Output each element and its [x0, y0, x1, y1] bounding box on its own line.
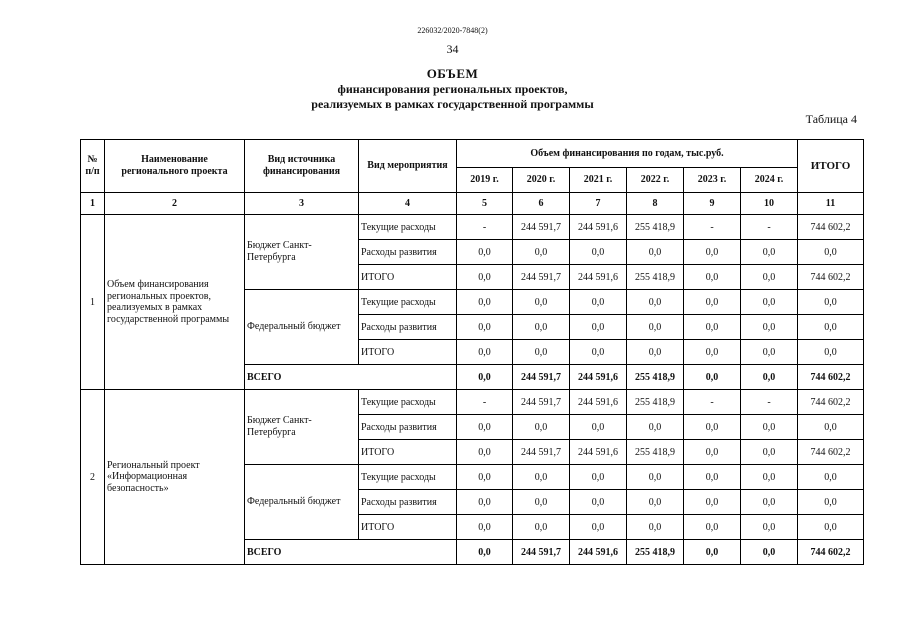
- row-total: 744 602,2: [798, 215, 864, 240]
- row-total: 0,0: [798, 465, 864, 490]
- project-number: 2: [81, 390, 105, 565]
- year-value: 0,0: [570, 415, 627, 440]
- year-value: 0,0: [570, 240, 627, 265]
- activity-type: Расходы развития: [359, 490, 457, 515]
- row-total: 744 602,2: [798, 440, 864, 465]
- year-value: 244 591,6: [570, 440, 627, 465]
- year-value: 0,0: [457, 440, 513, 465]
- year-value: 0,0: [457, 415, 513, 440]
- year-value: 0,0: [513, 290, 570, 315]
- header-year: 2020 г.: [513, 168, 570, 193]
- year-value: 0,0: [513, 340, 570, 365]
- year-value: 0,0: [741, 465, 798, 490]
- year-value: 0,0: [627, 290, 684, 315]
- year-value: 244 591,7: [513, 440, 570, 465]
- document-subtitle-line-2: реализуемых в рамках государственной программы: [311, 97, 594, 111]
- total-year-value: 255 418,9: [627, 365, 684, 390]
- column-number: 1: [81, 193, 105, 215]
- year-value: 0,0: [457, 465, 513, 490]
- grand-total: 744 602,2: [798, 365, 864, 390]
- column-number: 6: [513, 193, 570, 215]
- header-project-name: Наименование регионального проекта: [105, 140, 245, 193]
- project-name: Объем финансирования региональных проектов, реализуемых в рамках государственной программы: [105, 215, 245, 390]
- total-year-value: 244 591,6: [570, 365, 627, 390]
- year-value: 0,0: [457, 315, 513, 340]
- year-value: 0,0: [684, 315, 741, 340]
- total-year-value: 244 591,7: [513, 540, 570, 565]
- year-value: 0,0: [457, 490, 513, 515]
- column-number: 8: [627, 193, 684, 215]
- row-total: 744 602,2: [798, 390, 864, 415]
- header-year: 2021 г.: [570, 168, 627, 193]
- table-caption: Таблица 4: [805, 112, 857, 126]
- year-value: 0,0: [741, 515, 798, 540]
- year-value: 0,0: [741, 290, 798, 315]
- row-total: 0,0: [798, 515, 864, 540]
- total-year-value: 255 418,9: [627, 540, 684, 565]
- total-year-value: 0,0: [457, 365, 513, 390]
- year-value: 0,0: [684, 340, 741, 365]
- activity-type: Расходы развития: [359, 315, 457, 340]
- row-total: 0,0: [798, 290, 864, 315]
- total-year-value: 0,0: [684, 365, 741, 390]
- activity-type: Расходы развития: [359, 415, 457, 440]
- grand-total: 744 602,2: [798, 540, 864, 565]
- year-value: 0,0: [684, 440, 741, 465]
- year-value: 0,0: [684, 265, 741, 290]
- funding-source: Федеральный бюджет: [245, 290, 359, 365]
- header-year: 2023 г.: [684, 168, 741, 193]
- column-number: 2: [105, 193, 245, 215]
- table-row: [81, 390, 864, 415]
- column-number: 5: [457, 193, 513, 215]
- year-value: 0,0: [741, 340, 798, 365]
- year-value: -: [457, 390, 513, 415]
- year-value: 244 591,6: [570, 215, 627, 240]
- total-year-value: 0,0: [741, 540, 798, 565]
- page-number: 34: [446, 42, 459, 56]
- year-value: 0,0: [513, 490, 570, 515]
- activity-type: Текущие расходы: [359, 215, 457, 240]
- year-value: -: [741, 215, 798, 240]
- year-value: 255 418,9: [627, 215, 684, 240]
- funding-source: Бюджет Санкт-Петербурга: [245, 215, 359, 290]
- year-value: 0,0: [627, 340, 684, 365]
- year-value: 0,0: [627, 465, 684, 490]
- year-value: 0,0: [684, 465, 741, 490]
- activity-type: ИТОГО: [359, 265, 457, 290]
- year-value: 0,0: [570, 490, 627, 515]
- year-value: 0,0: [741, 415, 798, 440]
- row-total: 0,0: [798, 340, 864, 365]
- header-source-type: Вид источника финансирования: [245, 140, 359, 193]
- year-value: 0,0: [741, 265, 798, 290]
- year-value: 0,0: [457, 240, 513, 265]
- project-name: Региональный проект «Информационная безопасность»: [105, 390, 245, 565]
- funding-source: Бюджет Санкт-Петербурга: [245, 390, 359, 465]
- total-year-value: 244 591,6: [570, 540, 627, 565]
- header-year: 2019 г.: [457, 168, 513, 193]
- year-value: 0,0: [684, 515, 741, 540]
- year-value: 244 591,7: [513, 390, 570, 415]
- year-value: -: [741, 390, 798, 415]
- financing-table: [80, 139, 864, 565]
- document-title: ОБЪЕМ: [426, 66, 479, 81]
- year-value: 0,0: [513, 415, 570, 440]
- row-total: 0,0: [798, 415, 864, 440]
- funding-source: Федеральный бюджет: [245, 465, 359, 540]
- total-year-value: 0,0: [684, 540, 741, 565]
- row-total: 744 602,2: [798, 265, 864, 290]
- year-value: 0,0: [457, 515, 513, 540]
- header-years-group: Объем финансирования по годам, тыс.руб.: [457, 140, 798, 168]
- year-value: 0,0: [684, 240, 741, 265]
- year-value: -: [457, 215, 513, 240]
- document-subtitle-line-1: финансирования региональных проектов,: [337, 82, 568, 96]
- project-number: 1: [81, 215, 105, 390]
- row-total: 0,0: [798, 490, 864, 515]
- year-value: 0,0: [741, 240, 798, 265]
- total-year-value: 244 591,7: [513, 365, 570, 390]
- header-num: № п/п: [81, 140, 105, 193]
- column-number-row: [81, 193, 864, 215]
- year-value: 255 418,9: [627, 265, 684, 290]
- column-number: 11: [798, 193, 864, 215]
- column-number: 3: [245, 193, 359, 215]
- year-value: 0,0: [627, 490, 684, 515]
- column-number: 4: [359, 193, 457, 215]
- year-value: 0,0: [570, 515, 627, 540]
- year-value: 0,0: [627, 240, 684, 265]
- year-value: 0,0: [513, 465, 570, 490]
- year-value: 0,0: [513, 315, 570, 340]
- year-value: 244 591,7: [513, 215, 570, 240]
- year-value: 0,0: [570, 465, 627, 490]
- total-row-label: ВСЕГО: [245, 365, 457, 390]
- table-row: [81, 215, 864, 240]
- year-value: 0,0: [513, 240, 570, 265]
- header-year: 2022 г.: [627, 168, 684, 193]
- header-activity-type: Вид мероприятия: [359, 140, 457, 193]
- header-total: ИТОГО: [798, 140, 864, 193]
- total-row-label: ВСЕГО: [245, 540, 457, 565]
- document-number: 226032/2020-7848(2): [417, 26, 488, 35]
- row-total: 0,0: [798, 240, 864, 265]
- total-year-value: 0,0: [741, 365, 798, 390]
- year-value: 244 591,6: [570, 390, 627, 415]
- activity-type: ИТОГО: [359, 515, 457, 540]
- column-number: 7: [570, 193, 627, 215]
- year-value: 0,0: [570, 290, 627, 315]
- year-value: 0,0: [570, 340, 627, 365]
- activity-type: Текущие расходы: [359, 390, 457, 415]
- year-value: 0,0: [457, 290, 513, 315]
- year-value: 0,0: [513, 515, 570, 540]
- year-value: 0,0: [627, 315, 684, 340]
- column-number: 9: [684, 193, 741, 215]
- year-value: 0,0: [627, 515, 684, 540]
- year-value: 255 418,9: [627, 440, 684, 465]
- year-value: 0,0: [684, 415, 741, 440]
- year-value: 0,0: [627, 415, 684, 440]
- activity-type: Текущие расходы: [359, 290, 457, 315]
- activity-type: ИТОГО: [359, 340, 457, 365]
- header-year: 2024 г.: [741, 168, 798, 193]
- year-value: -: [684, 215, 741, 240]
- activity-type: Текущие расходы: [359, 465, 457, 490]
- year-value: 0,0: [741, 315, 798, 340]
- year-value: 255 418,9: [627, 390, 684, 415]
- year-value: 0,0: [684, 290, 741, 315]
- year-value: 0,0: [741, 440, 798, 465]
- year-value: -: [684, 390, 741, 415]
- year-value: 244 591,7: [513, 265, 570, 290]
- year-value: 244 591,6: [570, 265, 627, 290]
- year-value: 0,0: [741, 490, 798, 515]
- activity-type: ИТОГО: [359, 440, 457, 465]
- column-number: 10: [741, 193, 798, 215]
- year-value: 0,0: [570, 315, 627, 340]
- year-value: 0,0: [457, 265, 513, 290]
- total-year-value: 0,0: [457, 540, 513, 565]
- year-value: 0,0: [457, 340, 513, 365]
- activity-type: Расходы развития: [359, 240, 457, 265]
- year-value: 0,0: [684, 490, 741, 515]
- row-total: 0,0: [798, 315, 864, 340]
